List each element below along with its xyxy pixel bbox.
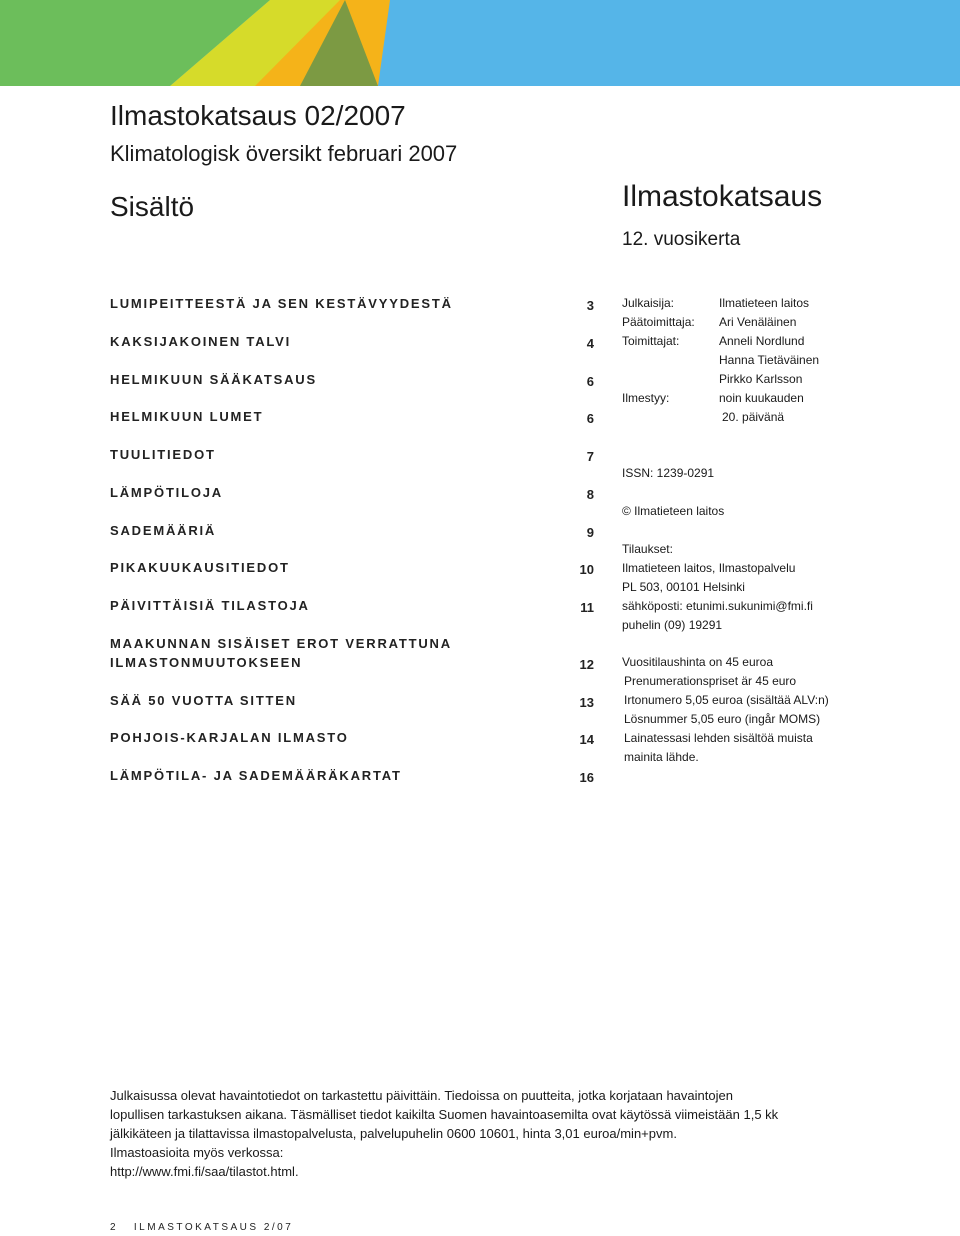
editor-in-chief-label: Päätoimittaja: <box>622 315 695 329</box>
toc-item-title: POHJOIS-KARJALAN ILMASTO <box>110 730 349 745</box>
footer-line: Julkaisussa olevat havaintotiedot on tarkastettu päivittäin. Tiedoissa on puutteita, jotka korjataan havaintojen <box>110 1088 733 1103</box>
toc-item-page: 6 <box>586 374 594 389</box>
toc-item[interactable] <box>110 558 594 577</box>
toc-item-page: 10 <box>579 562 594 577</box>
toc-item[interactable] <box>110 407 594 426</box>
toc-item-title: SÄÄ 50 VUOTTA SITTEN <box>110 693 297 708</box>
toc-item[interactable] <box>110 691 594 710</box>
toc-item[interactable] <box>110 728 594 747</box>
toc-item-title: LÄMPÖTILA- JA SADEMÄÄRÄKARTAT <box>110 768 402 783</box>
toc-item-page: 14 <box>579 732 594 747</box>
orders-line: PL 503, 00101 Helsinki <box>622 580 745 594</box>
pricing-line: mainita lähde. <box>624 750 699 764</box>
toc-item[interactable] <box>110 766 594 785</box>
pricing-line: Prenumerationspriset är 45 euro <box>624 674 797 688</box>
toc-item-page: 8 <box>586 487 594 502</box>
editor-name: Pirkko Karlsson <box>719 372 803 386</box>
appears-value: 20. päivänä <box>722 410 785 424</box>
toc-item[interactable] <box>110 634 594 672</box>
copyright: © Ilmatieteen laitos <box>622 504 725 518</box>
toc-item-page: 13 <box>579 695 594 710</box>
toc-item-page: 3 <box>586 298 594 313</box>
page-footer-label: ILMASTOKATSAUS 2/07 <box>133 1222 294 1233</box>
footer-line: lopullisen tarkastuksen aikana. Täsmälliset tiedot kaikilta Suomen havaintoasemilta ovat käytössä viimeistään 1,5 kk <box>110 1107 779 1122</box>
document-title: Ilmastokatsaus 02/2007 <box>110 100 406 131</box>
toc-item-title: HELMIKUUN LUMET <box>110 409 264 424</box>
editors-label: Toimittajat: <box>622 334 680 348</box>
toc-item-title: PIKAKUUKAUSITIEDOT <box>110 560 290 575</box>
page-number: 2 <box>110 1222 119 1233</box>
toc-item-title: LUMIPEITTEESTÄ JA SEN KESTÄVYYDESTÄ <box>110 296 453 311</box>
banner-graphic <box>0 0 960 86</box>
toc-item-title: HELMIKUUN SÄÄKATSAUS <box>110 372 317 387</box>
toc-item-title: LÄMPÖTILOJA <box>110 485 223 500</box>
toc-item-page: 11 <box>580 600 594 615</box>
footer-note <box>110 1086 850 1181</box>
toc-item-title: KAKSIJAKOINEN TALVI <box>110 334 292 349</box>
toc-item[interactable] <box>110 445 594 464</box>
toc-heading: Sisältö <box>110 191 195 222</box>
pricing-line: Lainatessasi lehden sisältöä muista <box>624 731 813 745</box>
toc-item[interactable] <box>110 596 594 615</box>
toc-item[interactable] <box>110 483 594 502</box>
editor-name: Hanna Tietäväinen <box>719 353 820 367</box>
toc-item-title: PÄIVITTÄISIÄ TILASTOJA <box>110 598 310 613</box>
toc-item-page: 4 <box>586 336 594 351</box>
header-color-banner <box>0 0 960 86</box>
orders-line: Ilmatieteen laitos, Ilmastopalvelu <box>622 561 796 575</box>
issn: ISSN: 1239-0291 <box>622 466 715 480</box>
toc-item[interactable] <box>110 294 594 313</box>
toc-item[interactable] <box>110 370 594 389</box>
toc-item[interactable] <box>110 332 594 351</box>
toc-item-page: 16 <box>579 770 594 785</box>
magazine-name: Ilmastokatsaus <box>622 180 823 213</box>
toc-item-title: MAAKUNNAN SISÄISET EROT VERRATTUNA ILMASTONMUUTOKSEEN <box>110 636 452 670</box>
orders-email[interactable]: sähköposti: etunimi.sukunimi@fmi.fi <box>622 599 813 613</box>
appears-label: Ilmestyy: <box>622 391 670 405</box>
toc-item-title: TUULITIEDOT <box>110 447 216 462</box>
toc-item-title: SADEMÄÄRIÄ <box>110 523 217 538</box>
pricing-line: Vuositilaushinta on 45 euroa <box>622 655 773 669</box>
toc-item[interactable] <box>110 521 594 540</box>
orders-label: Tilaukset: <box>622 542 673 556</box>
pricing-line: Lösnummer 5,05 euro (ingår MOMS) <box>624 712 821 726</box>
toc-item-page: 9 <box>586 525 594 540</box>
footer-line: jälkikäteen ja tilattavissa ilmastopalvelusta, palvelupuhelin 0600 10601, hinta 3,01 euroa/min+pvm. <box>110 1126 677 1141</box>
publisher-value: Ilmatieteen laitos <box>719 296 810 310</box>
appears-value: noin kuukauden <box>719 391 804 405</box>
footer-link[interactable]: http://www.fmi.fi/saa/tilastot.html. <box>110 1164 299 1179</box>
footer-line: Ilmastoasioita myös verkossa: <box>110 1145 284 1160</box>
toc-item-page: 6 <box>586 411 594 426</box>
editor-name: Anneli Nordlund <box>719 334 805 348</box>
volume-label: 12. vuosikerta <box>622 229 741 250</box>
editor-in-chief-value: Ari Venäläinen <box>719 315 797 329</box>
document-subtitle: Klimatologisk översikt februari 2007 <box>110 141 458 166</box>
publisher-label: Julkaisija: <box>622 296 675 310</box>
toc-item-page: 12 <box>579 657 594 672</box>
pricing-line: Irtonumero 5,05 euroa (sisältää ALV:n) <box>624 693 829 707</box>
orders-phone: puhelin (09) 19291 <box>622 618 723 632</box>
toc-item-page: 7 <box>586 449 594 464</box>
page-footer <box>110 1222 293 1233</box>
